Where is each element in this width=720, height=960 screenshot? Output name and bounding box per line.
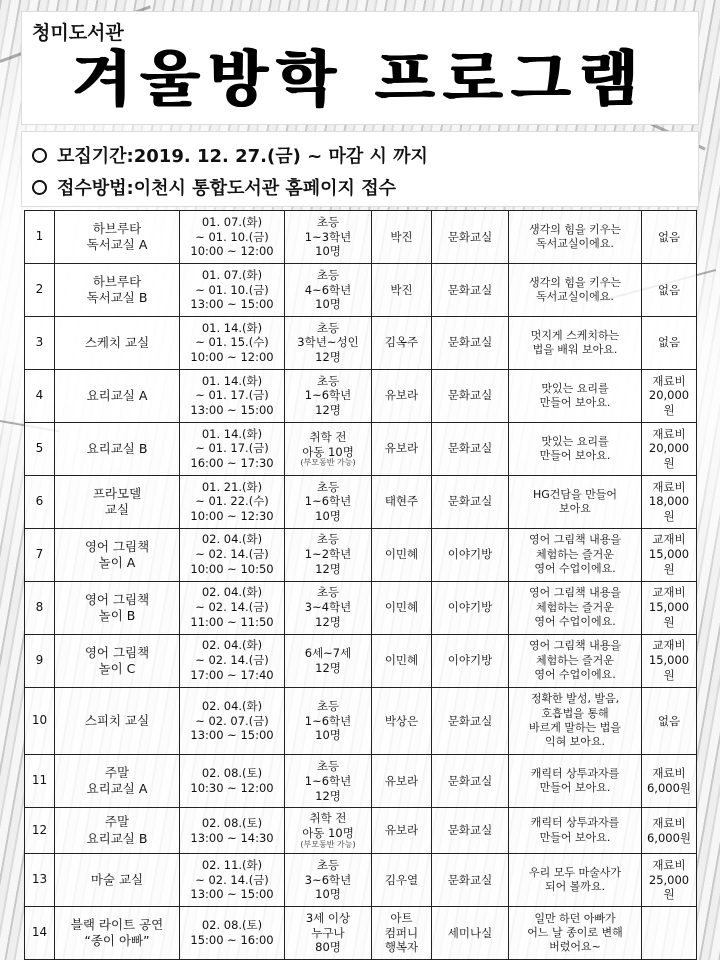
program-number	[25, 755, 55, 808]
program-fee-text: 교재비 15,000원	[648, 638, 690, 683]
program-number	[25, 808, 55, 854]
program-target	[285, 211, 372, 264]
table-row	[25, 263, 697, 316]
program-fee	[642, 854, 697, 907]
program-target	[285, 907, 372, 960]
program-number-text: 2	[35, 282, 44, 297]
program-fee	[642, 263, 697, 316]
program-target	[285, 808, 372, 854]
program-number-text: 11	[31, 773, 48, 788]
program-name	[55, 263, 180, 316]
table-row	[25, 907, 697, 960]
program-target-text: 초등 3~4학년 12명	[304, 585, 352, 630]
program-schedule-text: 01. 14.(화) ~ 01. 17.(금) 16:00 ~ 17:30	[190, 426, 274, 471]
program-target-text: 초등 1~6학년 10명	[304, 698, 352, 743]
program-description-text: HG건담을 만들어 보아요	[532, 487, 618, 515]
program-instructor-text: 유보라	[384, 773, 419, 788]
program-target	[285, 263, 372, 316]
program-location-text: 문화교실	[447, 441, 493, 456]
program-location-text: 문화교실	[447, 282, 493, 297]
program-description-text: 정확한 발성, 발음, 호흡법을 통해 바르게 말하는 법을 익혀 보아요.	[528, 692, 621, 749]
program-number-text: 12	[31, 822, 48, 837]
recruit-label: 모집기간:	[57, 146, 134, 167]
program-fee-text: 없음	[657, 335, 681, 350]
program-description	[509, 687, 642, 754]
program-location-text: 문화교실	[447, 713, 493, 728]
program-name	[55, 634, 180, 687]
program-description	[509, 528, 642, 581]
table-row	[25, 528, 697, 581]
program-description-text: 영어 그림책 내용을 체험하는 즐거운 영어 수업이에요.	[528, 533, 621, 576]
program-location-text: 문화교실	[447, 872, 493, 887]
program-fee-text: 재료비 25,000원	[648, 857, 690, 902]
program-description-text: 생각의 힘을 키우는 독서교실이에요.	[528, 275, 621, 303]
program-name	[55, 316, 180, 369]
program-instructor	[372, 687, 432, 754]
program-instructor-text: 태현주	[384, 494, 419, 509]
program-fee-text: 없음	[657, 229, 681, 244]
program-number-text: 13	[31, 872, 48, 887]
apply-label: 접수방법:	[57, 178, 134, 199]
program-target-text: 초등 1~6학년 12명	[304, 758, 352, 803]
program-number	[25, 634, 55, 687]
table-row	[25, 581, 697, 634]
program-number-text: 3	[35, 335, 44, 350]
program-schedule	[180, 528, 285, 581]
program-name-text: 요리교실 B	[86, 440, 148, 456]
program-location	[432, 634, 509, 687]
program-description	[509, 211, 642, 264]
program-location	[432, 211, 509, 264]
table-row	[25, 687, 697, 754]
program-name	[55, 755, 180, 808]
program-location	[432, 755, 509, 808]
program-number-text: 1	[35, 229, 44, 244]
program-fee	[642, 808, 697, 854]
recruit-value: 2019. 12. 27.(금) ~ 마감 시 까지	[133, 146, 428, 167]
program-description	[509, 475, 642, 528]
table-row	[25, 475, 697, 528]
program-description	[509, 581, 642, 634]
program-fee	[642, 755, 697, 808]
program-name-text: 프라모델 교실	[92, 485, 142, 517]
program-description	[509, 263, 642, 316]
program-description-text: 멋지게 스케치하는 법을 배워 보아요.	[530, 328, 620, 356]
program-number-text: 9	[35, 653, 44, 668]
program-name-text: 영어 그림책 놀이 A	[84, 538, 150, 570]
program-schedule-text: 01. 14.(화) ~ 01. 17.(금) 13:00 ~ 15:00	[190, 373, 274, 418]
program-description	[509, 907, 642, 960]
program-instructor	[372, 263, 432, 316]
program-fee	[642, 634, 697, 687]
program-instructor	[372, 854, 432, 907]
program-instructor	[372, 755, 432, 808]
program-instructor-text: 이민혜	[384, 547, 419, 562]
program-instructor	[372, 475, 432, 528]
program-name-text: 주말 요리교실 A	[86, 764, 148, 797]
program-fee-text: 교재비 15,000원	[648, 532, 690, 577]
program-name-text: 마술 교실	[90, 871, 144, 887]
program-number	[25, 854, 55, 907]
program-location-text: 이야기방	[447, 547, 493, 562]
program-instructor	[372, 581, 432, 634]
apply-value: 이천시 통합도서관 홈페이지 접수	[133, 178, 396, 199]
program-target-text: 초등 1~2학년 12명	[304, 532, 352, 577]
program-instructor	[372, 528, 432, 581]
program-target	[285, 369, 372, 422]
program-name-text: 하브루타 독서교실 A	[86, 220, 148, 252]
program-name	[55, 211, 180, 264]
program-fee-text: 재료비 6,000원	[646, 766, 692, 796]
program-name-text: 스케치 교실	[84, 334, 150, 350]
table-row	[25, 755, 697, 808]
program-number	[25, 369, 55, 422]
program-target	[285, 854, 372, 907]
program-instructor-text: 유보라	[384, 823, 419, 838]
program-location-text: 문화교실	[447, 388, 493, 403]
program-number-text: 5	[35, 441, 44, 456]
program-instructor-text: 아트 컴퍼니 행복자	[384, 910, 419, 955]
program-target-text: 취학 전 아동 10명	[302, 811, 354, 841]
parent-accompany-note: (부모동반 가능)	[300, 840, 356, 850]
program-schedule	[180, 316, 285, 369]
table-row	[25, 808, 697, 854]
program-target	[285, 475, 372, 528]
program-name	[55, 854, 180, 907]
program-name	[55, 475, 180, 528]
header-panel	[22, 12, 698, 124]
program-description	[509, 755, 642, 808]
program-description	[509, 854, 642, 907]
table-row	[25, 211, 697, 264]
program-target	[285, 755, 372, 808]
program-fee	[642, 687, 697, 754]
table-row	[25, 316, 697, 369]
program-target-text: 초등 1~6학년 12명	[304, 373, 352, 418]
table-row	[25, 422, 697, 475]
program-schedule-text: 02. 11.(화) ~ 02. 14.(금) 13:00 ~ 15:00	[190, 857, 274, 902]
program-name	[55, 581, 180, 634]
circle-bullet-icon	[32, 148, 47, 163]
program-schedule-text: 02. 04.(화) ~ 02. 14.(금) 10:00 ~ 10:50	[190, 532, 274, 577]
program-name-text: 블랙 라이트 공연 “종이 아빠”	[70, 916, 164, 948]
program-schedule-text: 02. 08.(토) 15:00 ~ 16:00	[190, 918, 274, 947]
program-instructor	[372, 808, 432, 854]
program-target	[285, 634, 372, 687]
program-schedule-text: 02. 04.(화) ~ 02. 14.(금) 11:00 ~ 11:50	[190, 585, 274, 630]
program-instructor-text: 김우열	[384, 872, 419, 887]
program-number	[25, 263, 55, 316]
program-description-text: 영어 그림책 내용을 체험하는 즐거운 영어 수업이에요.	[528, 639, 621, 682]
program-fee-text: 교재비 15,000원	[648, 585, 690, 630]
program-target-text: 취학 전 아동 10명	[302, 429, 354, 459]
program-fee-text: 재료비 20,000원	[648, 426, 690, 471]
program-description-text: 우리 모두 마술사가 되어 볼까요.	[528, 865, 621, 893]
program-schedule	[180, 422, 285, 475]
program-number	[25, 211, 55, 264]
program-instructor	[372, 211, 432, 264]
program-description	[509, 316, 642, 369]
program-target-text: 6세~7세 12명	[304, 645, 352, 675]
program-location	[432, 808, 509, 854]
program-instructor-text: 박진	[390, 282, 413, 297]
program-schedule-text: 01. 14.(화) ~ 01. 15.(수) 10:00 ~ 12:00	[190, 320, 274, 365]
program-number	[25, 475, 55, 528]
apply-method	[32, 174, 396, 200]
program-location	[432, 687, 509, 754]
program-fee-text: 재료비 6,000원	[646, 815, 692, 845]
program-location-text: 문화교실	[447, 335, 493, 350]
program-location-text: 문화교실	[447, 229, 493, 244]
program-location	[432, 907, 509, 960]
parent-accompany-note: (부모동반 가능)	[300, 458, 356, 468]
program-description-text: 캐릭터 상투과자를 만들어 보아요.	[530, 766, 620, 795]
program-schedule	[180, 854, 285, 907]
program-fee	[642, 475, 697, 528]
program-number-text: 7	[35, 547, 44, 562]
program-description	[509, 634, 642, 687]
program-fee-text: 없음	[657, 713, 681, 728]
program-target	[285, 316, 372, 369]
program-name	[55, 422, 180, 475]
program-number-text: 4	[35, 388, 44, 403]
program-rows	[25, 211, 697, 960]
program-location	[432, 369, 509, 422]
program-fee-text: 없음	[657, 282, 681, 297]
table-row	[25, 854, 697, 907]
program-description-text: 일만 하던 아빠가 어느 날 종이로 변해 버렸어요~	[527, 911, 623, 954]
program-number-text: 8	[35, 600, 44, 615]
page-title: 겨울방학 프로그램	[72, 45, 648, 115]
program-target-text: 3세 이상 누구나 80명	[305, 910, 351, 955]
program-description	[509, 808, 642, 854]
program-number-text: 6	[35, 494, 44, 509]
program-schedule-text: 01. 07.(화) ~ 01. 10.(금) 10:00 ~ 12:00	[190, 214, 274, 259]
program-target-text: 초등 3학년~성인 12명	[297, 320, 359, 365]
program-description	[509, 422, 642, 475]
program-schedule	[180, 755, 285, 808]
program-instructor-text: 이민혜	[384, 600, 419, 615]
program-fee-text: 재료비 18,000원	[648, 479, 690, 524]
program-schedule	[180, 581, 285, 634]
program-location-text: 이야기방	[447, 653, 493, 668]
table-row	[25, 369, 697, 422]
program-target	[285, 528, 372, 581]
program-location	[432, 316, 509, 369]
program-schedule	[180, 687, 285, 754]
program-name	[55, 808, 180, 854]
program-location-text: 문화교실	[447, 494, 493, 509]
program-number	[25, 687, 55, 754]
program-name-text: 요리교실 A	[86, 387, 148, 403]
program-target-text: 초등 1~3학년 10명	[304, 214, 352, 259]
program-target-text: 초등 3~6학년 10명	[304, 857, 352, 902]
program-instructor-text: 김옥주	[384, 335, 419, 350]
program-location	[432, 263, 509, 316]
table-row	[25, 634, 697, 687]
program-fee	[642, 211, 697, 264]
program-schedule-text: 01. 21.(화) ~ 01. 22.(수) 10:00 ~ 12:30	[190, 479, 274, 524]
program-name	[55, 687, 180, 754]
program-instructor	[372, 907, 432, 960]
program-location-text: 문화교실	[447, 823, 493, 838]
program-number	[25, 907, 55, 960]
program-name-text: 스피치 교실	[84, 712, 150, 728]
program-location	[432, 528, 509, 581]
program-schedule-text: 02. 08.(토) 13:00 ~ 14:30	[190, 815, 274, 845]
program-instructor-text: 유보라	[384, 441, 419, 456]
program-name-text: 영어 그림책 놀이 B	[84, 591, 150, 623]
program-location-text: 문화교실	[447, 773, 493, 788]
program-name	[55, 528, 180, 581]
program-schedule	[180, 634, 285, 687]
program-fee	[642, 581, 697, 634]
info-panel	[22, 132, 698, 206]
program-schedule-text: 02. 04.(화) ~ 02. 14.(금) 17:00 ~ 17:40	[190, 638, 274, 683]
program-fee	[642, 316, 697, 369]
program-schedule	[180, 263, 285, 316]
program-schedule	[180, 475, 285, 528]
program-name-text: 영어 그림책 놀이 C	[84, 644, 150, 676]
program-location-text: 이야기방	[447, 600, 493, 615]
program-number	[25, 422, 55, 475]
program-fee	[642, 528, 697, 581]
program-number	[25, 581, 55, 634]
program-table	[24, 210, 697, 960]
program-location	[432, 475, 509, 528]
program-schedule	[180, 369, 285, 422]
circle-bullet-icon	[32, 180, 47, 195]
program-location	[432, 854, 509, 907]
program-location-text: 세미나실	[447, 925, 493, 940]
program-instructor-text: 이민혜	[384, 653, 419, 668]
program-instructor	[372, 634, 432, 687]
program-schedule	[180, 808, 285, 854]
program-target	[285, 581, 372, 634]
program-location	[432, 581, 509, 634]
program-instructor-text: 박진	[390, 229, 413, 244]
program-description-text: 맛있는 요리를 만들어 보아요.	[539, 434, 611, 462]
recruit-period	[32, 142, 428, 168]
program-target	[285, 422, 372, 475]
program-instructor	[372, 316, 432, 369]
program-location	[432, 422, 509, 475]
program-name-text: 주말 요리교실 B	[86, 814, 148, 846]
program-number-text: 10	[31, 713, 48, 728]
program-name	[55, 369, 180, 422]
program-instructor	[372, 422, 432, 475]
program-instructor-text: 박상은	[384, 713, 419, 728]
program-number-text: 14	[31, 925, 48, 940]
program-fee	[642, 422, 697, 475]
program-fee	[642, 369, 697, 422]
program-instructor	[372, 369, 432, 422]
program-name	[55, 907, 180, 960]
program-description	[509, 369, 642, 422]
program-description-text: 캐릭터 상투과자를 만들어 보아요.	[530, 816, 620, 844]
program-name-text: 하브루타 독서교실 B	[86, 273, 148, 305]
program-target	[285, 687, 372, 754]
program-schedule-text: 01. 07.(화) ~ 01. 10.(금) 13:00 ~ 15:00	[190, 267, 274, 312]
program-description-text: 영어 그림책 내용을 체험하는 즐거운 영어 수업이에요.	[528, 586, 621, 629]
program-target-text: 초등 4~6학년 10명	[304, 267, 352, 312]
library-name: 청미도서관	[32, 22, 124, 44]
program-schedule-text: 02. 08.(토) 10:30 ~ 12:00	[190, 766, 274, 796]
program-schedule	[180, 211, 285, 264]
program-schedule	[180, 907, 285, 960]
program-instructor-text: 유보라	[384, 388, 419, 403]
program-schedule-text: 02. 04.(화) ~ 02. 07.(금) 13:00 ~ 15:00	[190, 698, 274, 743]
program-fee-text: 재료비 20,000원	[648, 373, 690, 418]
program-target-text: 초등 1~6학년 10명	[304, 479, 352, 524]
program-number	[25, 528, 55, 581]
program-number	[25, 316, 55, 369]
program-fee	[642, 907, 697, 960]
program-description-text: 생각의 힘을 키우는 독서교실이에요.	[528, 222, 621, 250]
program-description-text: 맛있는 요리를 만들어 보아요.	[539, 381, 611, 409]
